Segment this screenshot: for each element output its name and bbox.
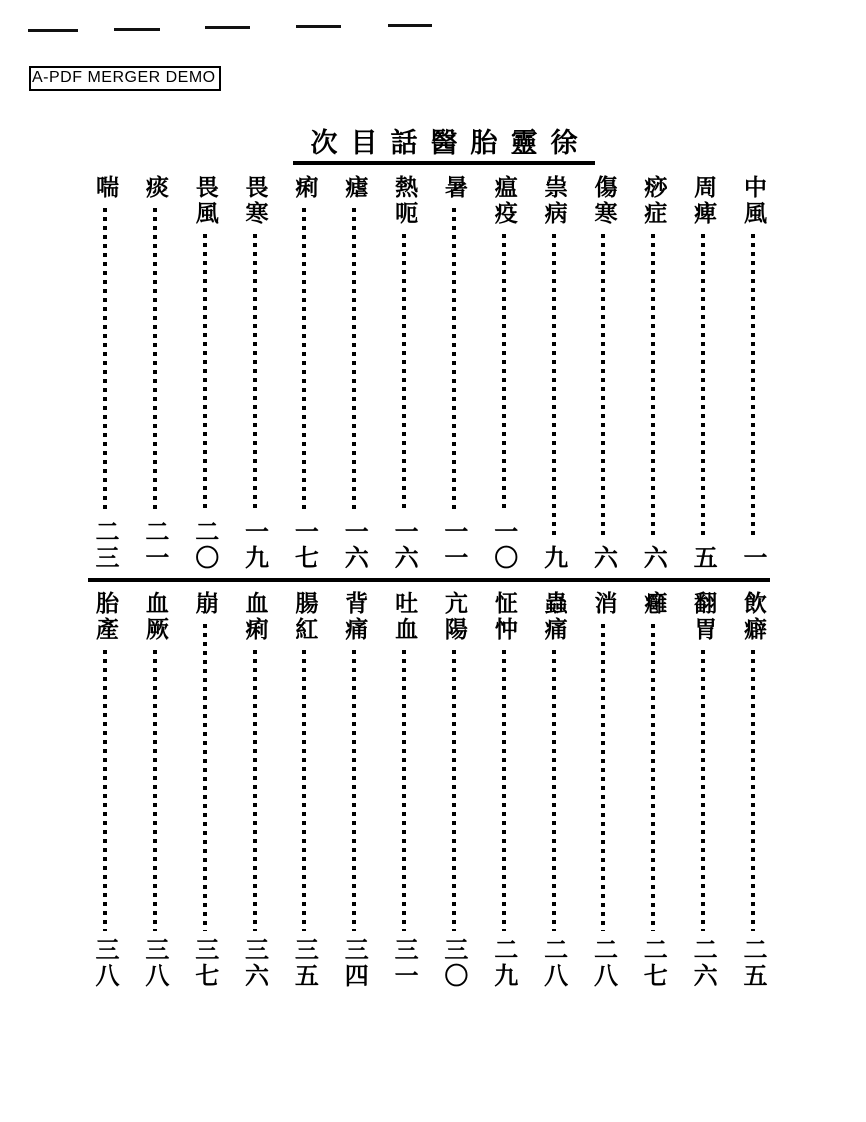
toc-entry-page: 三六 — [240, 937, 270, 989]
dotted-leader — [352, 650, 356, 931]
toc-entry-page: 三五 — [290, 937, 320, 989]
scan-dash — [114, 28, 160, 31]
toc-entry-page: 九 — [539, 545, 569, 571]
toc-entry — [88, 175, 122, 571]
dotted-leader — [352, 208, 356, 513]
dotted-leader — [153, 208, 157, 513]
toc-entry-title: 畏寒 — [241, 175, 269, 227]
scan-dash — [388, 24, 432, 27]
toc-entry-page: 二三 — [91, 519, 120, 571]
toc-entry — [88, 591, 122, 989]
dotted-leader — [452, 650, 456, 931]
toc-entry-title: 腸紅 — [291, 591, 319, 643]
toc-entry-page: 二八 — [539, 937, 569, 989]
dotted-leader — [552, 650, 556, 931]
toc-entry — [287, 175, 321, 571]
toc-entry — [537, 591, 571, 989]
dotted-leader — [302, 208, 306, 513]
toc-entry-page: 六 — [639, 545, 669, 571]
toc-entry-page: 二一 — [140, 519, 170, 571]
toc-entry-title: 亢陽 — [440, 591, 468, 643]
toc-row — [88, 175, 770, 571]
dotted-leader — [103, 208, 107, 513]
dotted-leader — [552, 234, 556, 539]
toc-entry — [437, 591, 471, 989]
toc-entry — [138, 591, 172, 989]
page-title: 次目話醫胎靈徐 — [310, 128, 591, 159]
toc-entry — [287, 591, 321, 989]
scan-artifact-dashes — [0, 0, 866, 40]
toc-entry-page: 五 — [689, 545, 719, 571]
toc-entry — [387, 175, 421, 571]
toc-entry — [188, 175, 222, 571]
toc — [88, 175, 770, 989]
toc-entry-title: 崩 — [191, 591, 219, 617]
toc-entry — [238, 175, 272, 571]
scan-dash — [205, 26, 250, 29]
toc-entry-page: 一一 — [439, 519, 469, 571]
toc-entry-title: 癰 — [640, 591, 668, 617]
dotted-leader — [701, 650, 705, 931]
dotted-leader — [203, 624, 207, 931]
toc-entry-page: 三一 — [390, 937, 420, 989]
toc-entry-title: 熱呃 — [391, 175, 419, 227]
dotted-leader — [601, 234, 605, 539]
toc-entry — [337, 175, 371, 571]
toc-entry-page: 三四 — [340, 937, 370, 989]
dotted-leader — [751, 234, 755, 539]
dotted-leader — [651, 624, 655, 931]
toc-entry-page: 一 — [738, 545, 768, 571]
toc-entry — [138, 175, 172, 571]
scan-dash — [296, 25, 341, 28]
toc-entry-page: 二七 — [639, 937, 669, 989]
toc-entry-title: 痧症 — [640, 175, 668, 227]
toc-entry-title: 祟病 — [540, 175, 568, 227]
toc-entry — [337, 591, 371, 989]
toc-entry-title: 傷寒 — [590, 175, 618, 227]
toc-entry-page: 一九 — [240, 519, 270, 571]
toc-entry — [487, 175, 521, 571]
toc-entry-title: 吐血 — [391, 591, 419, 643]
toc-entry — [586, 591, 620, 989]
toc-row — [88, 578, 770, 989]
toc-entry — [736, 591, 770, 989]
toc-entry-page: 一六 — [390, 519, 420, 571]
dotted-leader — [402, 234, 406, 513]
dotted-leader — [302, 650, 306, 931]
toc-entry-title: 瘧 — [341, 175, 369, 201]
toc-entry-title: 飲癖 — [739, 591, 767, 643]
scan-dash — [28, 29, 78, 32]
toc-entry-page: 六 — [589, 545, 619, 571]
toc-entry-page: 一七 — [290, 519, 320, 571]
toc-entry-page: 二五 — [738, 937, 768, 989]
watermark-label: A-PDF MERGER DEMO — [32, 69, 216, 86]
toc-entry-page: 一〇 — [489, 519, 519, 571]
title-underline — [293, 161, 595, 165]
toc-entry-title: 血痢 — [241, 591, 269, 643]
dotted-leader — [502, 234, 506, 513]
dotted-leader — [651, 234, 655, 539]
toc-entry — [736, 175, 770, 571]
toc-entry-page: 二六 — [689, 937, 719, 989]
toc-entry — [537, 175, 571, 571]
toc-entry — [686, 175, 720, 571]
toc-entry-title: 暑 — [440, 175, 468, 201]
dotted-leader — [103, 650, 107, 931]
dotted-leader — [502, 650, 506, 931]
toc-entry-page: 二九 — [489, 937, 519, 989]
toc-entry — [686, 591, 720, 989]
toc-entry — [188, 591, 222, 989]
toc-entry-title: 消 — [590, 591, 618, 617]
dotted-leader — [452, 208, 456, 513]
watermark-box — [29, 66, 221, 91]
toc-entry — [586, 175, 620, 571]
toc-entry-title: 周痺 — [690, 175, 718, 227]
toc-entry — [387, 591, 421, 989]
toc-entry-page: 三〇 — [439, 937, 469, 989]
toc-entry-title: 血厥 — [141, 591, 169, 643]
toc-entry-title: 蟲痛 — [540, 591, 568, 643]
title-block — [293, 129, 595, 165]
toc-entry-title: 痢 — [291, 175, 319, 201]
toc-entry-title: 瘟疫 — [490, 175, 518, 227]
toc-entry-title: 翻胃 — [690, 591, 718, 643]
toc-entry-page: 二八 — [589, 937, 619, 989]
dotted-leader — [701, 234, 705, 539]
toc-entry — [636, 175, 670, 571]
toc-entry — [487, 591, 521, 989]
toc-entry-title: 中風 — [739, 175, 767, 227]
dotted-leader — [153, 650, 157, 931]
toc-entry-title: 痰 — [141, 175, 169, 201]
dotted-leader — [203, 234, 207, 513]
dotted-leader — [253, 650, 257, 931]
toc-entry-page: 三八 — [140, 937, 170, 989]
toc-entry-page: 一六 — [340, 519, 370, 571]
toc-entry-title: 喘 — [92, 175, 119, 201]
dotted-leader — [253, 234, 257, 513]
toc-entry-page: 三八 — [91, 937, 120, 989]
toc-entry — [437, 175, 471, 571]
toc-entry-title: 畏風 — [191, 175, 219, 227]
toc-entry-title: 胎產 — [92, 591, 119, 643]
dotted-leader — [402, 650, 406, 931]
dotted-leader — [751, 650, 755, 931]
toc-entry-page: 二〇 — [190, 519, 220, 571]
dotted-leader — [601, 624, 605, 931]
toc-entry — [636, 591, 670, 989]
toc-entry-title: 背痛 — [341, 591, 369, 643]
toc-entry-page: 三七 — [190, 937, 220, 989]
toc-entry — [238, 591, 272, 989]
toc-entry-title: 怔忡 — [490, 591, 518, 643]
